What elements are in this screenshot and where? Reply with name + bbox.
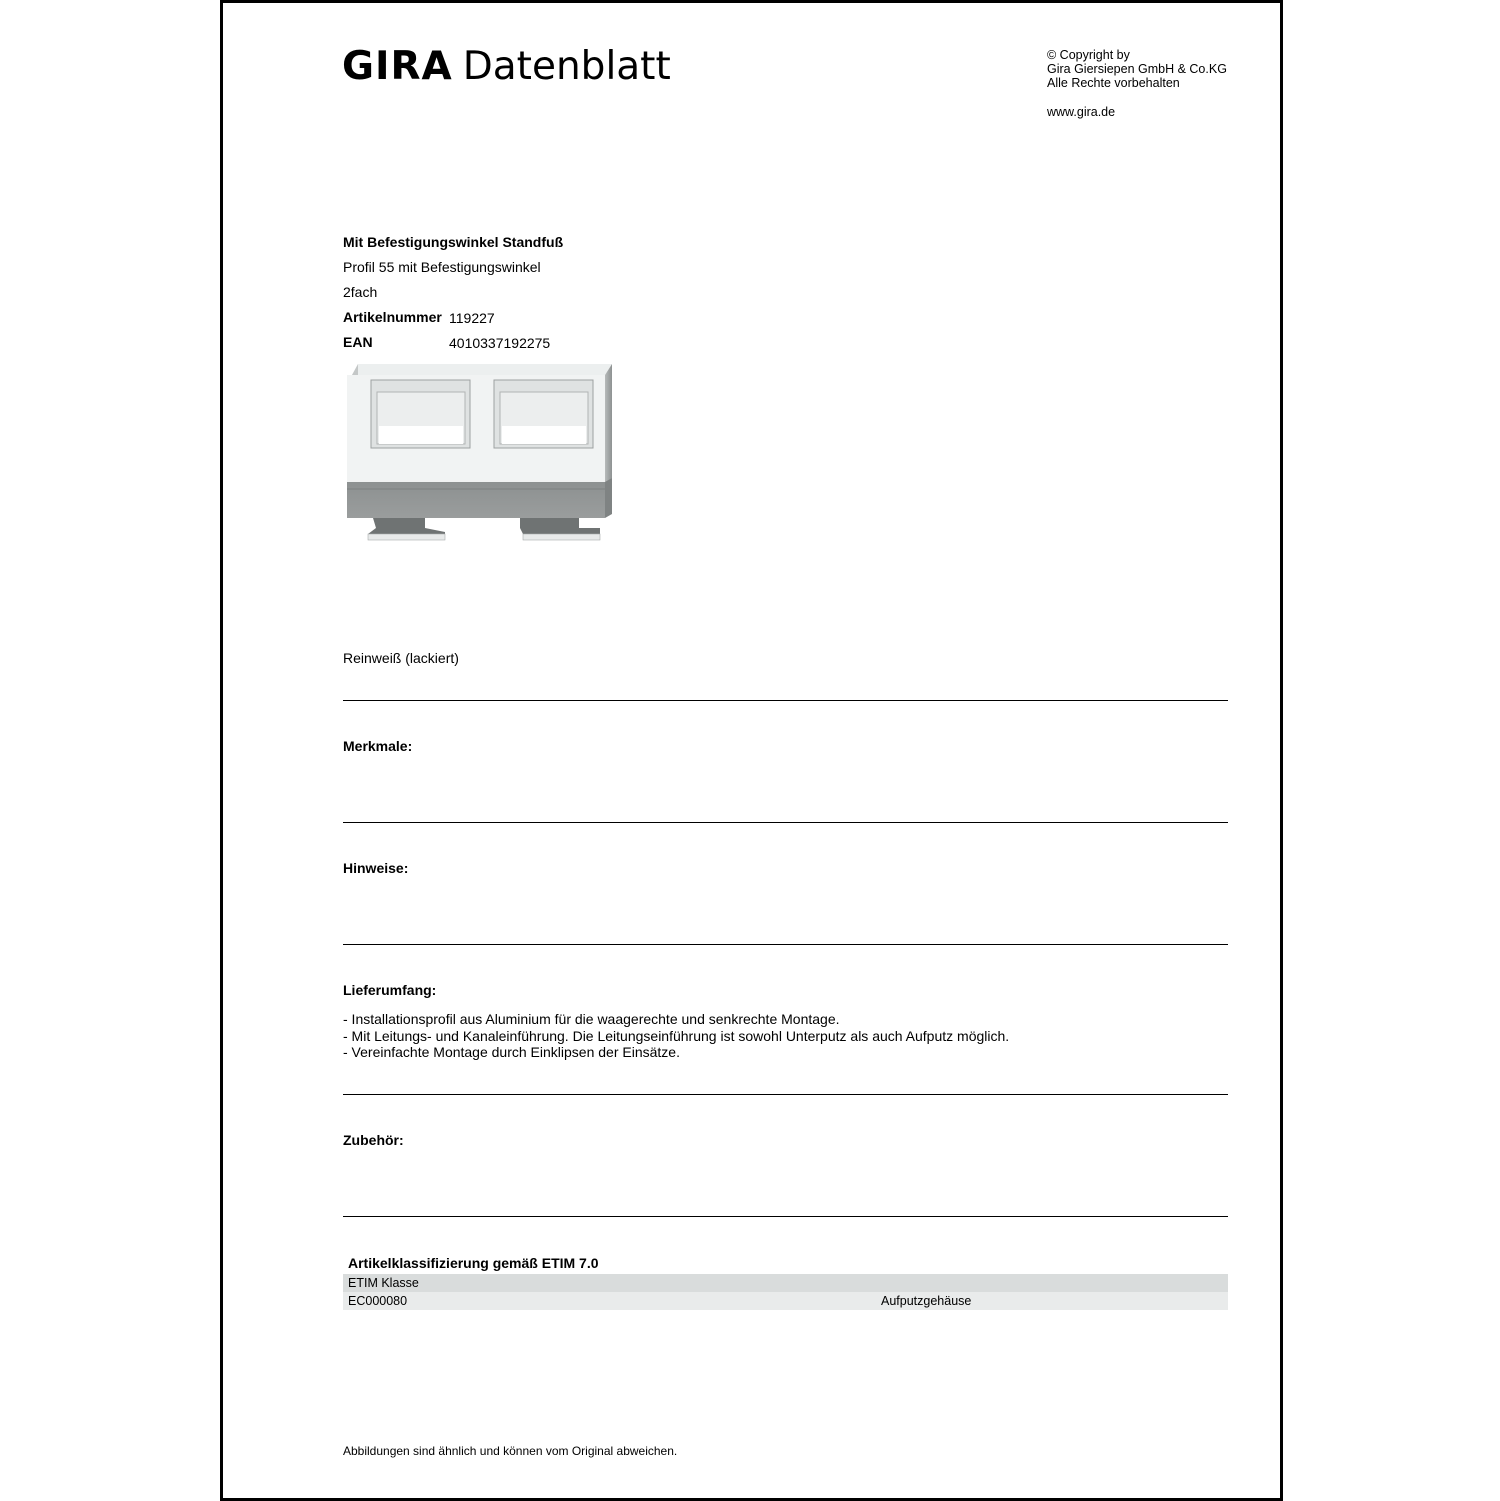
article-number-value: 119227 xyxy=(449,310,495,326)
list-item: - Vereinfachte Montage durch Einklipsen der Einsätze. xyxy=(343,1044,680,1060)
product-title: Mit Befestigungswinkel Standfuß xyxy=(343,234,564,250)
copyright-line: Gira Giersiepen GmbH & Co.KG xyxy=(1047,62,1227,76)
website-link[interactable]: www.gira.de xyxy=(1047,105,1116,119)
brand-logo: GIRA xyxy=(342,44,453,89)
copyright-notice xyxy=(1047,48,1227,90)
etim-heading: Artikelklassifizierung gemäß ETIM 7.0 xyxy=(348,1255,599,1271)
article-number-label: Artikelnummer xyxy=(343,309,442,325)
list-item: - Installationsprofil aus Aluminium für die waagerechte und senkrechte Montage. xyxy=(343,1011,840,1027)
divider xyxy=(343,1216,1228,1217)
footer-note: Abbildungen sind ähnlich und können vom Original abweichen. xyxy=(343,1444,678,1458)
divider xyxy=(343,1094,1228,1095)
scope-heading: Lieferumfang: xyxy=(343,982,437,998)
etim-class-label: ETIM Klasse xyxy=(348,1276,419,1290)
copyright-line: © Copyright by xyxy=(1047,48,1130,62)
etim-data-row xyxy=(343,1292,1228,1310)
copyright-line: Alle Rechte vorbehalten xyxy=(1047,76,1180,90)
product-subtitle: Profil 55 mit Befestigungswinkel xyxy=(343,259,541,275)
divider xyxy=(343,944,1228,945)
notes-heading: Hinweise: xyxy=(343,860,409,876)
ean-value: 4010337192275 xyxy=(449,335,551,351)
product-variant: 2fach xyxy=(343,284,378,300)
divider xyxy=(343,822,1228,823)
ean-label: EAN xyxy=(343,334,373,350)
brand-header xyxy=(342,44,671,89)
etim-class-code: EC000080 xyxy=(348,1294,408,1308)
features-heading: Merkmale: xyxy=(343,738,413,754)
product-image xyxy=(343,362,618,542)
etim-class-name: Aufputzgehäuse xyxy=(881,1294,972,1308)
sheet-title: Datenblatt xyxy=(462,44,671,89)
list-item: - Mit Leitungs- und Kanaleinführung. Die Leitungseinführung ist sowohl Unterputz als auch Aufputz möglich. xyxy=(343,1027,1010,1044)
divider xyxy=(343,700,1228,701)
color-variant: Reinweiß (lackiert) xyxy=(343,650,459,666)
scope-list xyxy=(343,1011,1009,1061)
etim-header-row xyxy=(343,1274,1228,1292)
accessories-heading: Zubehör: xyxy=(343,1132,404,1148)
